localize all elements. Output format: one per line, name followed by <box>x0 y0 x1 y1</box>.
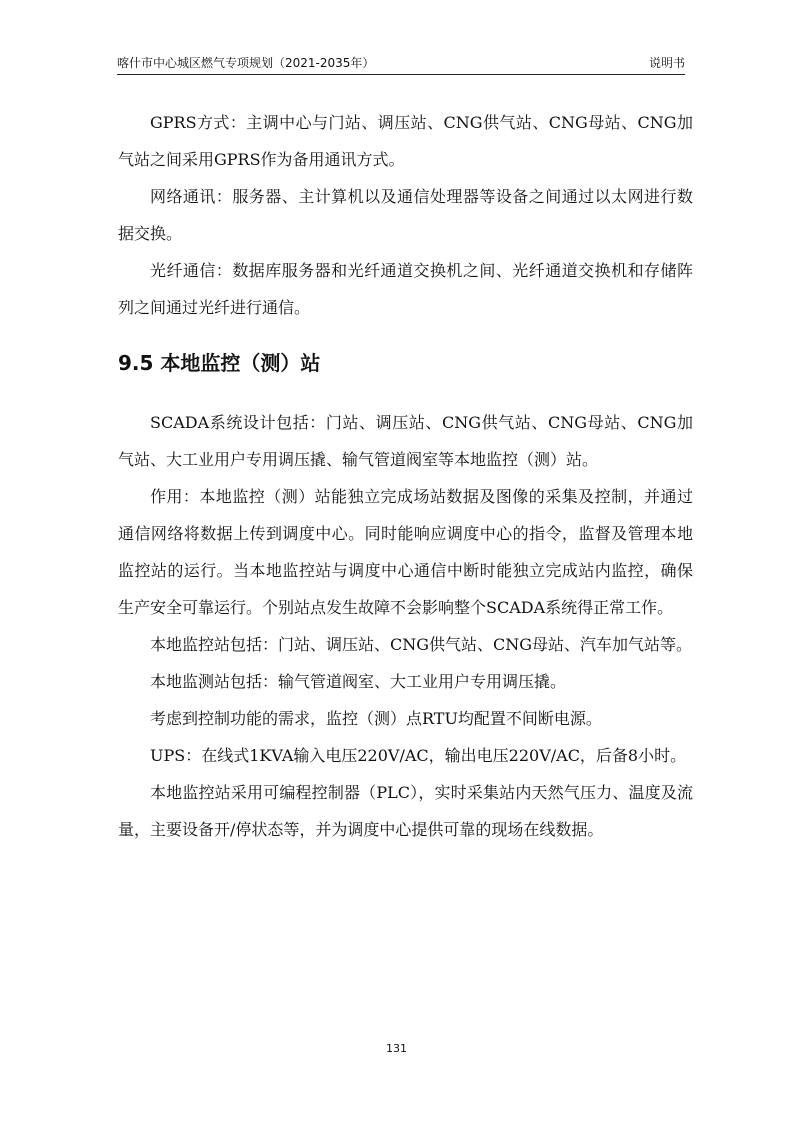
paragraph-measure-stations: 本地监测站包括：输气管道阀室、大工业用户专用调压撬。 <box>150 672 567 691</box>
section-heading: 9.5 本地监控（测）站 <box>118 351 321 375</box>
page-number: 131 <box>386 1042 407 1055</box>
paragraph-ups: UPS：在线式1KVA输入电压220V/AC，输出电压220V/AC，后备8小时。 <box>150 746 687 765</box>
paragraph-scada-design: SCADA系统设计包括：门站、调压站、CNG供气站、CNG母站、CNG加气站、大工业用户专用调压撬、输气管道阀室等本地监控（测）站。 <box>118 413 693 469</box>
paragraph-function: 作用：本地监控（测）站能独立完成场站数据及图像的采集及控制，并通过通信网络将数据上传到调度中心。同时能响应调度中心的指令，监督及管理本地监控站的运行。当本地监控站与调度中心通信中断时能独立完成站内监控，确保生产安全可靠运行。个别站点发生故障不会影响整个SCADA系统得正常工作。 <box>118 487 693 617</box>
paragraph-monitor-stations: 本地监控站包括：门站、调压站、CNG供气站、CNG母站、汽车加气站等。 <box>150 635 693 654</box>
document-type: 说明书 <box>648 56 685 70</box>
paragraph-network: 网络通讯：服务器、主计算机以及通信处理器等设备之间通过以太网进行数据交换。 <box>118 187 693 243</box>
paragraph-plc: 本地监控站采用可编程控制器（PLC），实时采集站内天然气压力、温度及流量，主要设备开/停状态等，并为调度中心提供可靠的现场在线数据。 <box>118 783 693 839</box>
document-title: 喀什市中心城区燃气专项规划（2021-2035年） <box>117 56 375 70</box>
page-body <box>118 104 693 848</box>
paragraph-power: 考虑到控制功能的需求，监控（测）点RTU均配置不间断电源。 <box>150 709 602 728</box>
paragraph-gprs: GPRS方式：主调中心与门站、调压站、CNG供气站、CNG母站、CNG加气站之间采用GPRS作为备用通讯方式。 <box>118 113 693 169</box>
page-header <box>117 52 685 75</box>
paragraph-fiber: 光纤通信：数据库服务器和光纤通道交换机之间、光纤通道交换机和存储阵列之间通过光纤进行通信。 <box>118 261 693 317</box>
